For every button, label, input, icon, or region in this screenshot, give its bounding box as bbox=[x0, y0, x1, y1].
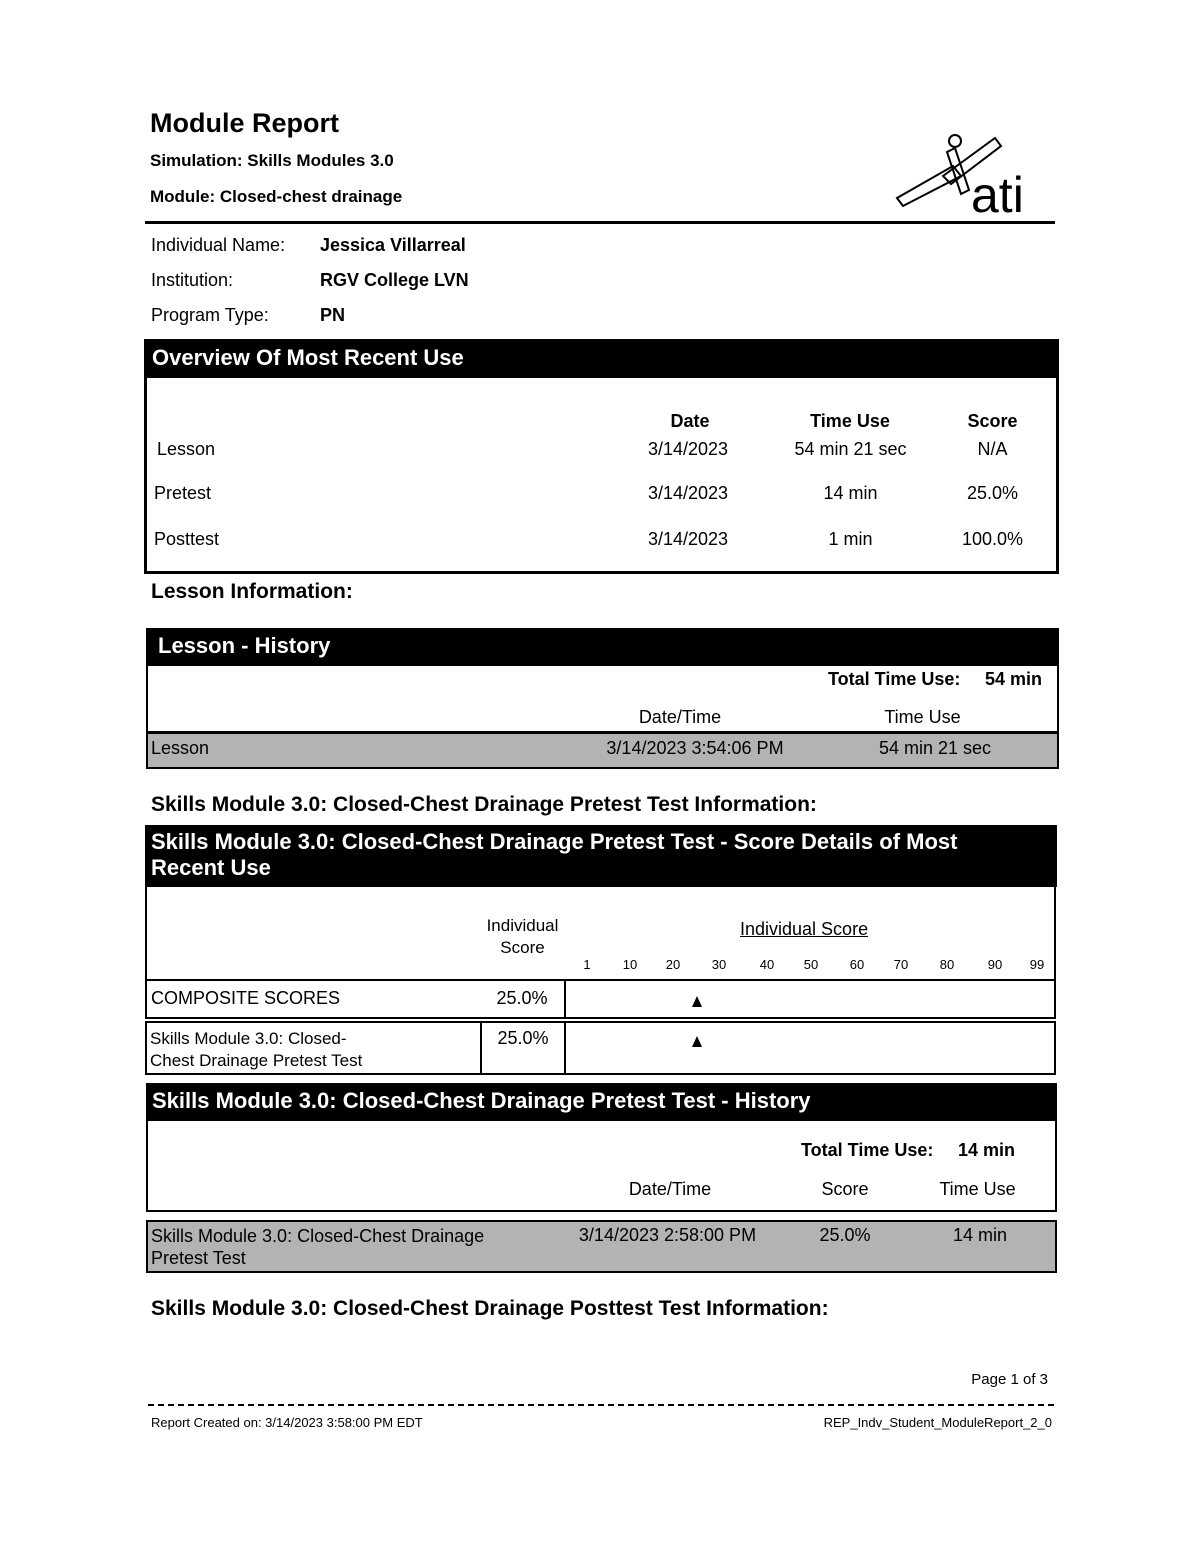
report-title: Module Report bbox=[150, 108, 339, 138]
lesson-col-time: Time Use bbox=[884, 707, 961, 727]
institution-value: RGV College LVN bbox=[320, 270, 469, 290]
lesson-info-heading: Lesson Information: bbox=[151, 580, 353, 603]
program-label: Program Type: bbox=[151, 305, 269, 325]
overview-row-time: 14 min bbox=[823, 483, 878, 503]
overview-title: Overview Of Most Recent Use bbox=[144, 339, 1059, 378]
module-name: Module: Closed-chest drainage bbox=[150, 187, 403, 206]
individual-score-header-line1: Individual bbox=[486, 916, 559, 935]
composite-score: 25.0% bbox=[496, 988, 548, 1008]
scale-title: Individual Score bbox=[740, 919, 869, 939]
report-created: Report Created on: 3/14/2023 3:58:00 PM EDT bbox=[151, 1415, 423, 1430]
overview-row-name: Lesson bbox=[157, 439, 216, 459]
overview-col-time: Time Use bbox=[810, 411, 890, 431]
overview-col-score: Score bbox=[967, 411, 1018, 431]
svg-text:ati: ati bbox=[971, 167, 1024, 216]
lesson-row-time: 54 min 21 sec bbox=[878, 738, 992, 758]
simulation-name: Simulation: Skills Modules 3.0 bbox=[150, 151, 394, 170]
overview-col-date: Date bbox=[670, 411, 710, 431]
scale-tick: 10 bbox=[622, 957, 638, 972]
pretest-history-datetime: 3/14/2023 2:58:00 PM bbox=[578, 1225, 757, 1245]
report-id: REP_Indv_Student_ModuleReport_2_0 bbox=[823, 1415, 1052, 1430]
lesson-history-title: Lesson - History bbox=[146, 628, 1059, 666]
scale-tick: 1 bbox=[583, 957, 591, 972]
pretest-row-name bbox=[150, 1028, 362, 1072]
program-value: PN bbox=[320, 305, 346, 325]
scale-tick: 50 bbox=[803, 957, 819, 972]
overview-row-score: N/A bbox=[977, 439, 1008, 459]
pretest-total-value: 14 min bbox=[958, 1140, 1016, 1160]
lesson-total-value: 54 min bbox=[985, 669, 1043, 689]
scale-tick: 40 bbox=[759, 957, 775, 972]
scale-tick: 90 bbox=[987, 957, 1003, 972]
ati-logo bbox=[895, 132, 1045, 216]
overview-row-date: 3/14/2023 bbox=[647, 439, 729, 459]
individual-score-header-line2: Score bbox=[500, 938, 545, 957]
percentile-marker bbox=[692, 1036, 702, 1047]
lesson-row-name: Lesson bbox=[151, 738, 210, 758]
pretest-history-title: Skills Module 3.0: Closed-Chest Drainage Pretest Test - History bbox=[146, 1083, 1057, 1121]
overview-row-score: 100.0% bbox=[961, 529, 1024, 549]
overview-row-time: 54 min 21 sec bbox=[794, 439, 907, 459]
institution-label: Institution: bbox=[151, 270, 234, 290]
overview-row-name: Pretest bbox=[154, 483, 212, 503]
name-label: Individual Name: bbox=[151, 235, 286, 255]
scale-tick: 80 bbox=[939, 957, 955, 972]
pretest-info-heading: Skills Module 3.0: Closed-Chest Drainage Pretest Test Information: bbox=[151, 793, 817, 816]
scale-tick: 30 bbox=[711, 957, 727, 972]
name-value: Jessica Villarreal bbox=[320, 235, 466, 255]
pretest-row-name-line2: Chest Drainage Pretest Test bbox=[150, 1051, 363, 1070]
posttest-info-heading: Skills Module 3.0: Closed-Chest Drainage Posttest Test Information: bbox=[151, 1297, 829, 1320]
pretest-col-score: Score bbox=[821, 1179, 869, 1199]
pretest-history-time: 14 min bbox=[952, 1225, 1008, 1245]
pretest-total-label: Total Time Use: bbox=[801, 1140, 934, 1160]
scale-tick: 99 bbox=[1029, 957, 1045, 972]
percentile-marker bbox=[692, 996, 702, 1007]
pretest-row-name-line1: Skills Module 3.0: Closed- bbox=[150, 1029, 347, 1048]
pretest-history-name-line2: Pretest Test bbox=[151, 1248, 246, 1268]
overview-row-score: 25.0% bbox=[966, 483, 1019, 503]
individual-score-header bbox=[470, 915, 575, 959]
pretest-row-score: 25.0% bbox=[497, 1028, 549, 1048]
scale-tick: 70 bbox=[893, 957, 909, 972]
pretest-score-title-line1: Skills Module 3.0: Closed-Chest Drainage Pretest Test - Score Details of Most bbox=[151, 829, 958, 854]
overview-row-name: Posttest bbox=[154, 529, 220, 549]
overview-row-date: 3/14/2023 bbox=[647, 529, 729, 549]
overview-row-time: 1 min bbox=[828, 529, 873, 549]
pretest-history-name bbox=[151, 1225, 484, 1269]
pretest-col-time: Time Use bbox=[939, 1179, 1016, 1199]
pretest-history-score: 25.0% bbox=[819, 1225, 871, 1245]
pretest-score-title bbox=[145, 825, 1057, 887]
pretest-col-datetime: Date/Time bbox=[628, 1179, 712, 1199]
header-divider bbox=[145, 221, 1055, 224]
scale-tick: 60 bbox=[849, 957, 865, 972]
overview-row-date: 3/14/2023 bbox=[647, 483, 729, 503]
pretest-score-title-line2: Recent Use bbox=[151, 855, 271, 880]
lesson-total-label: Total Time Use: bbox=[828, 669, 961, 689]
footer-divider bbox=[148, 1404, 1054, 1406]
lesson-row-datetime: 3/14/2023 3:54:06 PM bbox=[606, 738, 784, 758]
scale-tick: 20 bbox=[665, 957, 681, 972]
lesson-col-datetime: Date/Time bbox=[638, 707, 722, 727]
page-number: Page 1 of 3 bbox=[971, 1371, 1048, 1388]
pretest-history-name-line1: Skills Module 3.0: Closed-Chest Drainage bbox=[151, 1226, 485, 1246]
composite-name: COMPOSITE SCORES bbox=[151, 988, 341, 1008]
